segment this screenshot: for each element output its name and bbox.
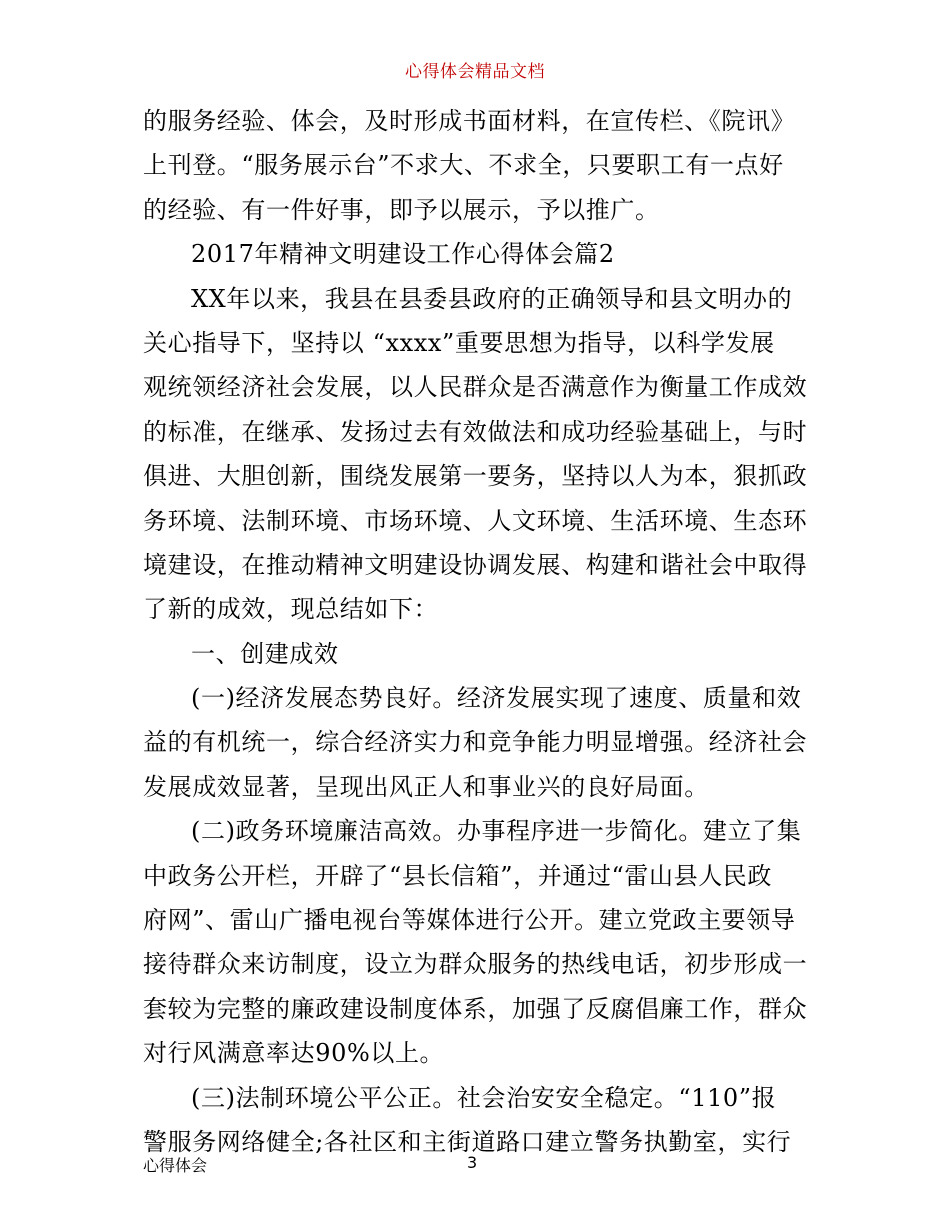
body-line: (一)经济发展态势良好。经济发展实现了速度、质量和效	[191, 684, 802, 713]
body-line: 套较为完整的廉政建设制度体系，加强了反腐倡廉工作，群众	[143, 994, 808, 1023]
body-line: XX年以来，我县在县委县政府的正确领导和县文明办的	[191, 284, 793, 313]
body-line: 上刊登。“服务展示台”不求大、不求全，只要职工有一点好	[143, 151, 784, 180]
body-line: 了新的成效，现总结如下：	[143, 595, 439, 624]
body-line: 关心指导下，坚持以 “xxxx”重要思想为指导，以科学发展	[143, 328, 775, 357]
body-line: 的服务经验、体会，及时形成书面材料，在宣传栏、《院讯》	[143, 107, 796, 135]
body-line: 俱进、大胆创新，围绕发展第一要务，坚持以人为本，狠抓政	[143, 462, 808, 491]
body-line: 警服务网络健全;各社区和主街道路口建立警务执勤室，实行	[143, 1127, 792, 1156]
body-line: 的标准，在继承、发扬过去有效做法和成功经验基础上，与时	[143, 417, 808, 446]
body-line: 境建设，在推动精神文明建设协调发展、构建和谐社会中取得	[143, 550, 808, 579]
document-body	[143, 99, 815, 1164]
page-header-title: 心得体会精品文档	[405, 62, 545, 82]
body-line: 府网”、雷山广播电视台等媒体进行公开。建立党政主要领导	[143, 906, 796, 935]
body-line: 中政务公开栏，开辟了“县长信箱”，并通过“雷山县人民政	[143, 861, 773, 890]
body-line: 接待群众来访制度，设立为群众服务的热线电话，初步形成一	[143, 950, 808, 979]
body-line: 务环境、法制环境、市场环境、人文环境、生活环境、生态环	[143, 506, 808, 535]
page-number: 3	[467, 1153, 478, 1172]
body-line: 益的有机统一，综合经济实力和竞争能力明显增强。经济社会	[143, 728, 808, 757]
body-line: (二)政务环境廉洁高效。办事程序进一步简化。建立了集	[191, 817, 802, 846]
body-line: (三)法制环境公平公正。社会治安安全稳定。“110”报	[191, 1083, 777, 1112]
body-line: 的经验、有一件好事，即予以展示，予以推广。	[143, 195, 660, 224]
footer-label: 心得体会	[143, 1156, 208, 1175]
section-heading: 2017年精神文明建设工作心得体会篇2	[191, 240, 615, 269]
subsection-heading: 一、创建成效	[191, 639, 339, 668]
body-line: 发展成效显著，呈现出风正人和事业兴的良好局面。	[143, 772, 709, 801]
body-line: 观统领经济社会发展，以人民群众是否满意作为衡量工作成效	[143, 373, 808, 402]
body-line: 对行风满意率达90%以上。	[143, 1039, 445, 1068]
